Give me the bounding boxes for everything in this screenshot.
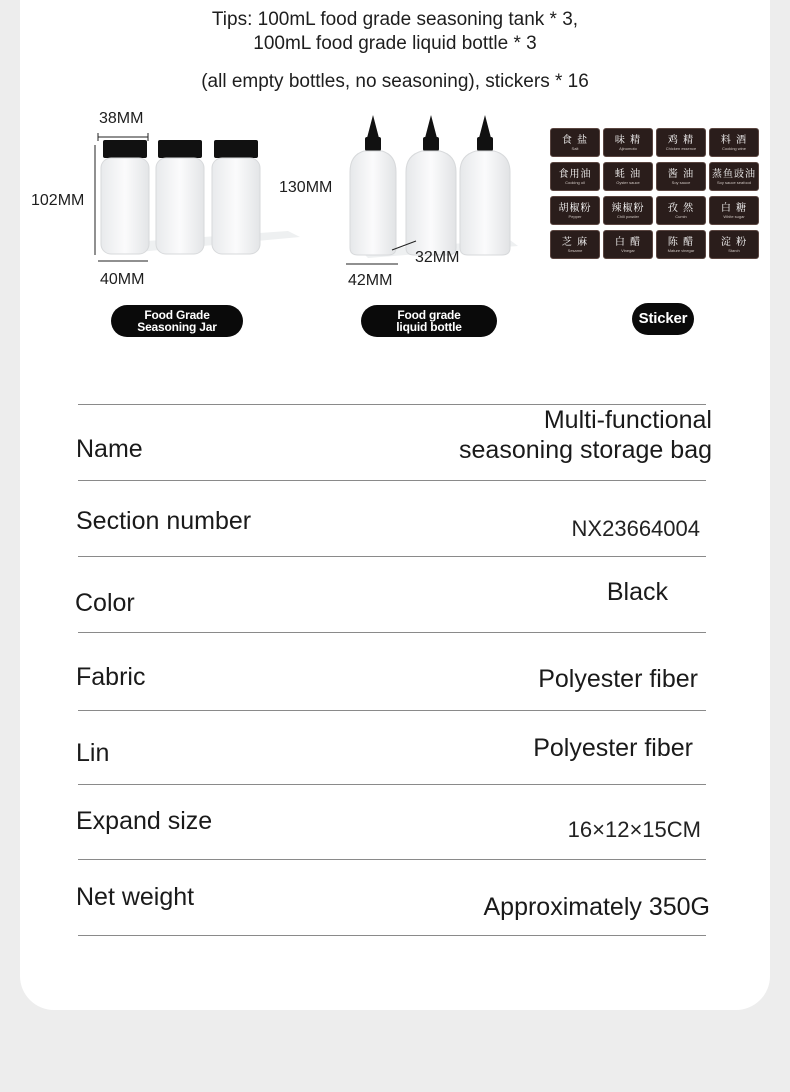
sticker-english-text: Oyster sauce: [616, 179, 640, 185]
sticker-chinese-text: 食 盐: [561, 134, 589, 146]
sticker-chinese-text: 味 精: [614, 134, 642, 146]
sticker-english-text: Cumin: [675, 213, 687, 219]
spec-name-value-line-2: seasoning storage bag: [459, 436, 712, 464]
spec-lin-value: Polyester fiber: [533, 734, 693, 762]
spec-color-value: Black: [606, 578, 668, 606]
sticker-label: [550, 162, 600, 191]
seasoning-jar-pill-line-2: Seasoning Jar: [137, 320, 217, 334]
sticker-english-text: Pepper: [568, 213, 582, 219]
liquid-bottle-pill: [361, 305, 497, 337]
sticker-english-text: White sugar: [723, 213, 745, 219]
sticker-label: [656, 196, 706, 225]
sticker-english-text: Salt: [571, 145, 579, 151]
spec-weight-label: Net weight: [76, 883, 195, 911]
spec-row-section: [78, 481, 706, 557]
tips-line-3: (all empty bottles, no seasoning), stickers * 16: [201, 71, 589, 92]
sticker-label: [550, 128, 600, 157]
sticker-english-text: Chicken essence: [665, 145, 697, 151]
sticker-chinese-text: 淀 粉: [720, 236, 748, 248]
bottle-height-label: 130MM: [279, 179, 333, 196]
sticker-english-text: Vinegar: [621, 247, 635, 253]
sticker-label: [603, 230, 653, 259]
spec-expand-value: 16×12×15CM: [567, 817, 701, 842]
sticker-english-text: Sesame: [567, 247, 583, 253]
spec-row-fabric: [78, 633, 706, 711]
sticker-pill: [632, 303, 694, 335]
seasoning-jar-image: [88, 125, 310, 267]
sticker-chinese-text: 蚝 油: [614, 168, 642, 180]
sticker-english-text: Chili powder: [616, 213, 639, 219]
sticker-chinese-text: 酱 油: [667, 168, 695, 180]
spec-expand-label: Expand size: [76, 807, 213, 835]
sticker-chinese-text: 食用油: [558, 168, 592, 180]
spec-row-lin: [78, 711, 706, 785]
sticker-chinese-text: 芝 麻: [561, 236, 589, 248]
sticker-label: [656, 128, 706, 157]
sticker-label: [709, 196, 759, 225]
sticker-label: [603, 162, 653, 191]
spec-row-color: [75, 557, 706, 633]
sticker-chinese-text: 鸡 精: [667, 134, 695, 146]
sticker-english-text: Soy sauce: [671, 179, 691, 185]
sticker-label: [550, 230, 600, 259]
bottle-neck-label: 32MM: [415, 249, 460, 266]
sticker-label: [603, 128, 653, 157]
spec-row-weight: [76, 860, 710, 936]
spec-weight-value: Approximately 350G: [483, 893, 710, 921]
sticker-label: [709, 162, 759, 191]
sticker-label: [550, 196, 600, 225]
spec-row-expand: [78, 785, 706, 860]
spec-name-label: Name: [76, 435, 143, 463]
sticker-english-text: Cooking oil: [565, 179, 585, 185]
liquid-bottle-image: [340, 110, 540, 270]
sticker-chinese-text: 胡椒粉: [558, 202, 592, 214]
jar-height-label: 102MM: [31, 192, 85, 209]
spec-section-value: NX23664004: [571, 516, 700, 541]
seasoning-jar-pill: [111, 305, 243, 337]
sticker-chinese-text: 孜 然: [667, 202, 695, 214]
spec-color-label: Color: [75, 589, 135, 617]
sticker-chinese-text: 白 糖: [720, 202, 748, 214]
sticker-label: [656, 230, 706, 259]
sticker-english-text: Soy sauce seafood: [716, 179, 752, 185]
sticker-pill-label: Sticker: [638, 310, 688, 327]
spec-section-label: Section number: [76, 507, 252, 535]
spec-row-name: [76, 404, 712, 481]
spec-fabric-label: Fabric: [76, 663, 146, 691]
jar-base-label: 40MM: [100, 271, 145, 288]
spec-lin-label: Lin: [76, 739, 110, 767]
sticker-label: [709, 230, 759, 259]
spec-fabric-value: Polyester fiber: [538, 665, 698, 693]
sticker-chinese-text: 白 醋: [614, 236, 642, 248]
bottle-base-label: 42MM: [348, 272, 393, 289]
tips-line-2: 100mL food grade liquid bottle * 3: [253, 33, 537, 54]
sticker-chinese-text: 辣椒粉: [611, 202, 645, 214]
sticker-chinese-text: 料 酒: [720, 134, 748, 146]
sticker-english-text: Starch: [728, 247, 740, 253]
sticker-english-text: Mature vinegar: [667, 247, 695, 253]
sticker-label: [603, 196, 653, 225]
tips-line-1: Tips: 100mL food grade seasoning tank * 3,: [211, 9, 579, 30]
spec-name-value-line-1: Multi-functional: [543, 406, 712, 434]
sticker-sheet: [550, 128, 758, 260]
sticker-label: [656, 162, 706, 191]
sticker-chinese-text: 陈 醋: [667, 236, 695, 248]
sticker-english-text: Ajinomoto: [619, 145, 637, 151]
sticker-chinese-text: 蒸鱼豉油: [712, 168, 756, 180]
sticker-label: [709, 128, 759, 157]
sticker-english-text: Cooking wine: [721, 145, 746, 151]
seasoning-jar-pill-line-1: Food Grade: [144, 308, 210, 322]
liquid-bottle-pill-line-2: liquid bottle: [396, 320, 462, 334]
jar-width-label: 38MM: [99, 110, 144, 127]
liquid-bottle-pill-line-1: Food grade: [397, 308, 461, 322]
